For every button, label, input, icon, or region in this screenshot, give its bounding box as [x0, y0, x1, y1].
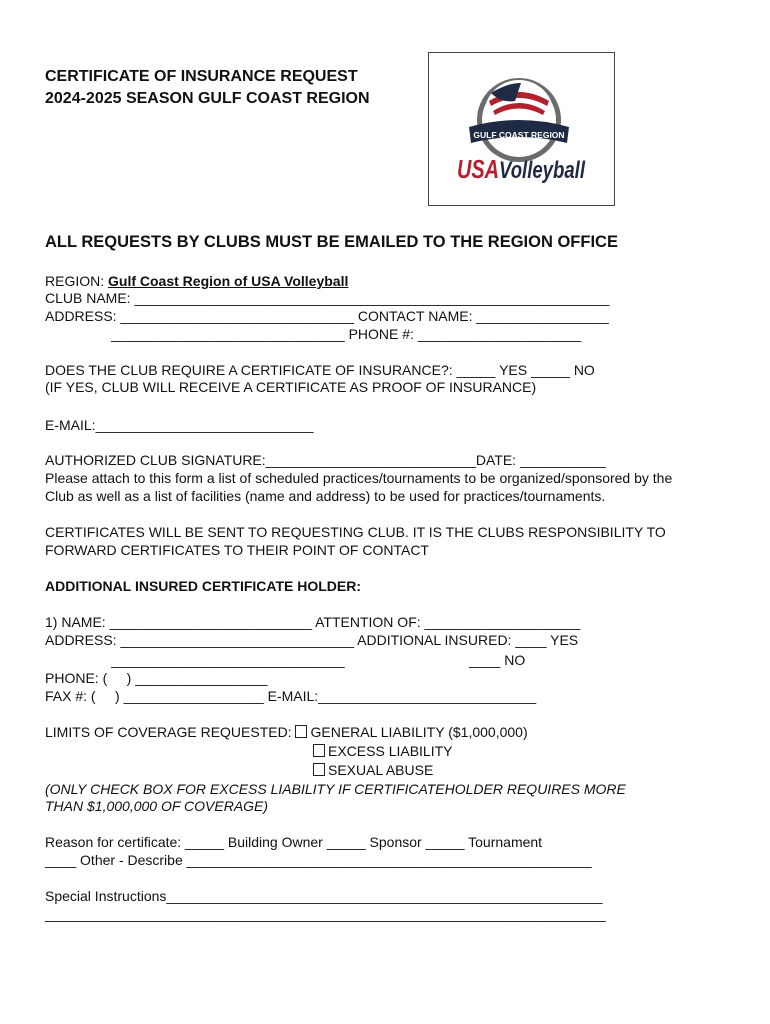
region-label: REGION:	[45, 273, 109, 289]
sexual-abuse-checkbox[interactable]	[313, 763, 325, 776]
reason-other-field[interactable]: ____ Other - Describe ____________________________________________________	[45, 852, 592, 868]
excess-note-2: THAN $1,000,000 OF COVERAGE)	[45, 798, 269, 814]
special-instructions-line-2[interactable]: ________________________________________________________________________	[45, 906, 606, 922]
title-line-1: CERTIFICATE OF INSURANCE REQUEST	[45, 68, 358, 85]
sexual-abuse-label: SEXUAL ABUSE	[328, 762, 434, 778]
certificates-note-1: CERTIFICATES WILL BE SENT TO REQUESTING CLUB. IT IS THE CLUBS RESPONSIBILITY TO	[45, 524, 666, 540]
wordmark-usa: USA	[457, 154, 499, 184]
address-phone-field[interactable]: ______________________________ PHONE #: _____________________	[45, 326, 582, 342]
attach-instruction-1: Please attach to this form a list of scheduled practices/tournaments to be organized/sponsored by the	[45, 470, 673, 486]
limits-line	[45, 723, 528, 741]
region-line	[45, 272, 348, 290]
email-notice-heading: ALL REQUESTS BY CLUBS MUST BE EMAILED TO THE REGION OFFICE	[45, 233, 618, 251]
general-liability-label: GENERAL LIABILITY ($1,000,000)	[310, 724, 528, 740]
signature-date-field[interactable]: AUTHORIZED CLUB SIGNATURE:___________________________DATE: ___________	[45, 452, 606, 468]
excess-note-1: (ONLY CHECK BOX FOR EXCESS LIABILITY IF CERTIFICATEHOLDER REQUIRES MORE	[45, 781, 626, 797]
banner-text: GULF COAST REGION	[473, 130, 565, 140]
general-liability-checkbox[interactable]	[295, 725, 307, 738]
limits-label: LIMITS OF COVERAGE REQUESTED:	[45, 724, 296, 740]
excess-liability-label: EXCESS LIABILITY	[328, 743, 453, 759]
sexual-abuse-option	[313, 761, 433, 779]
reason-options-field[interactable]: Reason for certificate: _____ Building Owner _____ Sponsor _____ Tournament	[45, 834, 543, 850]
title-line-2: 2024-2025 SEASON GULF COAST REGION	[45, 90, 370, 107]
club-name-field[interactable]: CLUB NAME: _____________________________________________________________	[45, 290, 610, 306]
excess-liability-checkbox[interactable]	[313, 744, 325, 757]
certificate-note: (IF YES, CLUB WILL RECEIVE A CERTIFICATE AS PROOF OF INSURANCE)	[45, 379, 537, 395]
certificates-note-2: FORWARD CERTIFICATES TO THEIR POINT OF CONTACT	[45, 542, 429, 558]
document-title	[45, 66, 370, 110]
holder-name-attention-field[interactable]: 1) NAME: __________________________ ATTENTION OF: ____________________	[45, 614, 581, 630]
holder-address-insured-field[interactable]: ADDRESS: ______________________________ ADDITIONAL INSURED: ____ YES	[45, 632, 579, 648]
special-instructions-field[interactable]: Special Instructions________________________________________________________	[45, 888, 603, 904]
region-value: Gulf Coast Region of USA Volleyball	[108, 273, 349, 289]
logo-box	[428, 52, 615, 206]
holder-fax-email-field[interactable]: FAX #: ( ) __________________ E-MAIL:____________________________	[45, 688, 537, 704]
holder-phone-field[interactable]: PHONE: ( ) _________________	[45, 670, 268, 686]
wordmark-volleyball: Volleyball	[499, 157, 587, 184]
holder-heading: ADDITIONAL INSURED CERTIFICATE HOLDER:	[45, 578, 362, 594]
attach-instruction-2: Club as well as a list of facilities (name and address) to be used for practices/tournaments.	[45, 488, 606, 504]
holder-address2-no-field[interactable]: ______________________________ ____ NO	[45, 652, 526, 668]
excess-liability-option	[313, 742, 453, 760]
email-field[interactable]: E-MAIL:____________________________	[45, 417, 314, 433]
address-contact-field[interactable]: ADDRESS: ______________________________ CONTACT NAME: _________________	[45, 308, 609, 324]
certificate-question[interactable]: DOES THE CLUB REQUIRE A CERTIFICATE OF INSURANCE?: _____ YES _____ NO	[45, 362, 595, 378]
usa-volleyball-logo	[429, 53, 614, 205]
